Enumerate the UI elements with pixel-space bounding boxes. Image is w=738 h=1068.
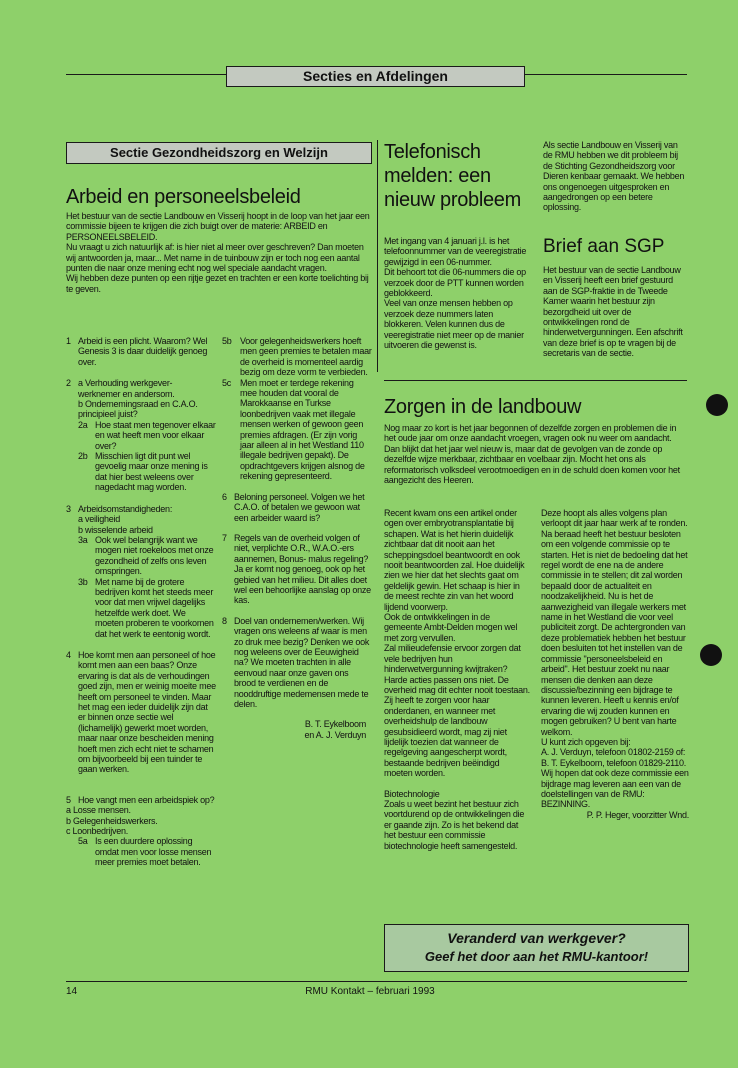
list-item: 7 Regels van de overheid volgen of niet, verplichte O.R., W.A.O.-ers aannemen, Bonus- malus regeling? bbox=[222, 532, 369, 564]
list-item: 8 Doel van ondernemen/werken. Wij vragen ons weleens af waar is men zo druk mee bezig? Denken we ook nog weleens over de Eeuwigheid na? We moeten trachten in alle eenvoud naar onze gaven ons brood te verdienen en de nooddruftige medemensen mede te delen. bbox=[222, 615, 370, 709]
list-item: b Ondernemingsraad en C.A.O. principieel juist? bbox=[78, 399, 198, 420]
punch-hole bbox=[700, 644, 722, 666]
header-rule-left bbox=[66, 74, 226, 75]
intro-paragraph: Nu vraagt u zich natuurlijk af: is hier niet al meer over geschreven? Dan moeten wij antwoorden ja, maar... Met name in de tuinbouw zijn er toch nog een aantal punten die naar onze mening echt nog wel speciale aandacht vragen. bbox=[66, 242, 364, 274]
page-number: 14 bbox=[66, 986, 78, 997]
list-item: c Loonbedrijven. bbox=[66, 826, 129, 837]
list-item: 2a Hoe staat men tegenover elkaar en wat heeft men voor elkaar over? bbox=[78, 419, 216, 451]
article-lead-zorgen: Nog maar zo kort is het jaar begonnen of dezelfde zorgen en problemen die in het oude jaar om onze aandacht vroegen, vragen ook nu weer om aandacht. Dan blijkt dat het jaar wel nieuw is, maar dat de gevolgen van de zonde op dezelfde wijze merkbaar, zichtbaar en voelbaar zijn. Mocht het ons als reformatorisch volksdeel verootmoedigen en in de schuld doen komen voor het aangezicht des Heeren. bbox=[384, 423, 680, 486]
publication-line: RMU Kontakt – februari 1993 bbox=[305, 986, 435, 997]
section-sub-banner: Sectie Gezondheidszorg en Welzijn bbox=[66, 142, 372, 164]
paragraph: B. T. Eykelboom, telefoon 01829-2110. bbox=[541, 757, 687, 768]
header-rule-right bbox=[525, 74, 687, 75]
list-item: 3 Arbeidsomstandigheden: bbox=[66, 503, 173, 514]
paragraph: Harde acties passen ons niet. De overheid mag dit echter nooit toestaan. Zij heeft te zorgen voor haar onderdanen, en wanneer met overheidshulp de landbouw gesubsidieerd wordt, mag zij niet lijdelijk toezien dat wanneer de regelgeving aangescherpt wordt, bestaande bedrijven beëindigd moeten worden. bbox=[384, 674, 530, 779]
list-item: a veiligheid bbox=[78, 514, 121, 525]
article-title-sgp: Brief aan SGP bbox=[543, 236, 665, 257]
paragraph: Met ingang van 4 januari j.l. is het telefoonnummer van de veeregistratie gewijzigd in een 06-nummer. bbox=[384, 236, 527, 267]
article-body-sgp: Het bestuur van de sectie Landbouw en Visserij heeft een brief gestuurd aan de SGP-fraktie in de Tweede Kamer waarin het bestuur zijn bezorgdheid uit over de ontwikkelingen rond de hinderwetvergunningen. Een afschrift van deze brief is op te vragen bij de secretaris van de sectie. bbox=[543, 265, 683, 359]
paragraph: Zoals u weet bezint het bestuur zich voortdurend op de ontwikkelingen die er gaande zijn. Zo is het bekend dat het bestuur een commissie biotechnologie heeft samengesteld. bbox=[384, 798, 525, 851]
article-intro-sgp: Als sectie Landbouw en Visserij van de RMU hebben we dit probleem bij de Stichting Gezondheidszorg voor Dieren kenbaar gemaakt. We hebben ons ongenoegen uitgesproken en aangedrongen op een betere oplossing. bbox=[543, 140, 685, 213]
article-title-zorgen: Zorgen in de landbouw bbox=[384, 396, 582, 418]
paragraph: Zal milieudefensie ervoor zorgen dat vele bedrijven hun hinderwetvergunning kwijtraken? bbox=[384, 643, 521, 675]
signature: en A. J. Verduyn bbox=[304, 729, 366, 740]
article-divider bbox=[384, 380, 687, 381]
article-col1-zorgen bbox=[384, 508, 530, 851]
paragraph: Ook de ontwikkelingen in de gemeente Ambt-Delden mogen wel met zorg vervullen. bbox=[384, 612, 518, 643]
article-title-telefonisch: Telefonisch melden: een nieuw probleem bbox=[384, 141, 521, 211]
list-item: 5a Is een duurdere oplossing omdat men voor losse mensen meer premies moet betalen. bbox=[78, 836, 212, 868]
article-body-telefonisch bbox=[384, 236, 528, 350]
paragraph: Dit behoort tot die 06-nummers die op verzoek door de PTT kunnen worden geblokkeerd. bbox=[384, 267, 526, 299]
section-header-banner: Secties en Afdelingen bbox=[226, 66, 525, 87]
list-item: Ja er komt nog genoeg, ook op het gebied van het milieu. Dit alles doet wel een behoorlijke aanslag op onze kas. bbox=[234, 564, 371, 606]
list-item: a Losse mensen. bbox=[66, 805, 131, 816]
list-item: 1 Arbeid is een plicht. Waarom? Wel Genesis 3 is daar duidelijk genoeg over. bbox=[66, 336, 208, 367]
list-item: b Gelegenheidswerkers. bbox=[66, 815, 158, 826]
arbeid-list-left bbox=[66, 336, 216, 868]
list-item: 2b Misschien ligt dit punt wel gevoelig maar onze mening is dat hier best weleens over nagedacht mag worden. bbox=[78, 451, 208, 493]
paragraph: U kunt zich opgeven bij: bbox=[541, 736, 631, 747]
column-divider bbox=[377, 140, 378, 372]
article-title-arbeid: Arbeid en personeelsbeleid bbox=[66, 186, 301, 208]
signature: B. T. Eykelboom bbox=[304, 719, 366, 730]
list-item: 3a Ook wel belangrijk want we mogen niet roekeloos met onze gezondheid of zelfs ons leven omspringen. bbox=[78, 534, 214, 577]
article-intro-arbeid bbox=[66, 211, 372, 294]
list-item: 6 Beloning personeel. Volgen we het C.A.O. of betalen we gewoon wat een arbeider waard is? bbox=[222, 491, 365, 523]
ad-line-2: Geef het door aan het RMU-kantoor! bbox=[424, 949, 649, 964]
list-item: 4 Hoe komt men aan personeel of hoe komt men aan een baas? Onze ervaring is dat als de verhoudingen goed zijn, men er weinig moeite mee heeft om personeel te vinden. Maar het mag een ieder duidelijk zijn dat er binnen onze sectie wel (lichamelijk) gewerkt moet worden, maar naar onze bescheiden mening hoeft men zich echt niet te schamen om bijvoorbeeld bij een tuinder te gaan werken. bbox=[66, 649, 216, 775]
paragraph: Deze hoopt als alles volgens plan verloopt dit jaar haar werk af te ronden. bbox=[541, 508, 688, 529]
arbeid-list-right bbox=[222, 336, 372, 740]
punch-hole bbox=[706, 394, 728, 416]
list-item: 3b Met name bij de grotere bedrijven komt het steeds meer voor dat men vrijwel dagelijks hetzelfde werk doet. We moeten proberen te voorkomen dat het werk te eentonig wordt. bbox=[78, 576, 214, 639]
subheading: Biotechnologie bbox=[384, 788, 440, 799]
intro-paragraph: Wij hebben deze punten op een rijtje gezet en trachten er een korte toelichting bij te geven. bbox=[66, 273, 369, 294]
list-item: b wisselende arbeid bbox=[78, 524, 153, 535]
list-item: 2 a Verhouding werkgever- werknemer en andersom. bbox=[66, 378, 175, 399]
signature: P. P. Heger, voorzitter Wnd. bbox=[586, 809, 689, 820]
list-item: 5 Hoe vangt men een arbeidspiek op? bbox=[66, 794, 215, 805]
paragraph: Wij hopen dat ook deze commissie een bijdrage mag leveren aan een van de doelstellingen van de RMU: BEZINNING. bbox=[541, 768, 689, 810]
ad-banner bbox=[384, 924, 689, 972]
paragraph: A. J. Verduyn, telefoon 01802-2159 of: bbox=[541, 747, 686, 758]
ad-line-1: Veranderd van werkgever? bbox=[447, 930, 626, 946]
footer-rule bbox=[66, 981, 687, 982]
list-item: 5c Men moet er terdege rekening mee houden dat vooral de Marokkaanse en Turkse loonbedrijven vaak met illegale mensen werken of gewoon geen premies afdragen. (Er zijn vorig jaar alleen al in het Westland 110 illegale bedrijven gepakt). De opdrachtgevers krijgen alsnog de rekening gepresenteerd. bbox=[222, 377, 365, 482]
paragraph: Na beraad heeft het bestuur besloten om een volgende commissie op te starten. Het is niet de bedoeling dat het regel wordt de ene na de andere commissie in te stellen; dit zal worden bepaald door de actualiteit en noodzakelijkheid. Nu is het de aanwezigheid van illegale werkers met name in het Westland die voor veel publiciteit zorgt. De achtergronden van deze problematiek hebben het bestuur doen besluiten tot het instellen van de commissie "personeelsbeleid en arbeid". Het bestuur zoekt nu naar mensen die denken aan deze discussie/bezinning een bijdrage te kunnen leveren. Heeft u kennis en/of ervaring die wij zouden kunnen en mogen gebruiken? U bent van harte welkom. bbox=[541, 528, 688, 737]
list-item: 5b Voor gelegenheidswerkers hoeft men geen premies te betalen maar de overheid is momenteel aardig bezig om deze vorm te verbieden. bbox=[222, 336, 372, 378]
intro-paragraph: Het bestuur van de sectie Landbouw en Visserij hoopt in de loop van het jaar een commissie bijeen te krijgen die zich buigt over de materie: ARBEID en PERSONEELSBELEID. bbox=[66, 211, 370, 242]
paragraph: Recent kwam ons een artikel onder ogen over embryotransplantatie bij schapen. Wat is het hierin duidelijk zichtbaar dat dit nooit aan het scheppingsdoel beantwoordt en ook nooit beantwoorden zal. Hoe duidelijk zien we hier dat het slechts gaat om geldelijk gewin. Het schaap is hier in de meest rechte zin van het woord lijdend voorwerp. bbox=[384, 508, 525, 612]
paragraph: Veel van onze mensen hebben op verzoek deze nummers laten blokkeren. Velen kunnen dus de veeregistratie niet meer op de manier uitvoeren die gewenst is. bbox=[384, 298, 524, 351]
article-col2-zorgen bbox=[541, 508, 689, 820]
